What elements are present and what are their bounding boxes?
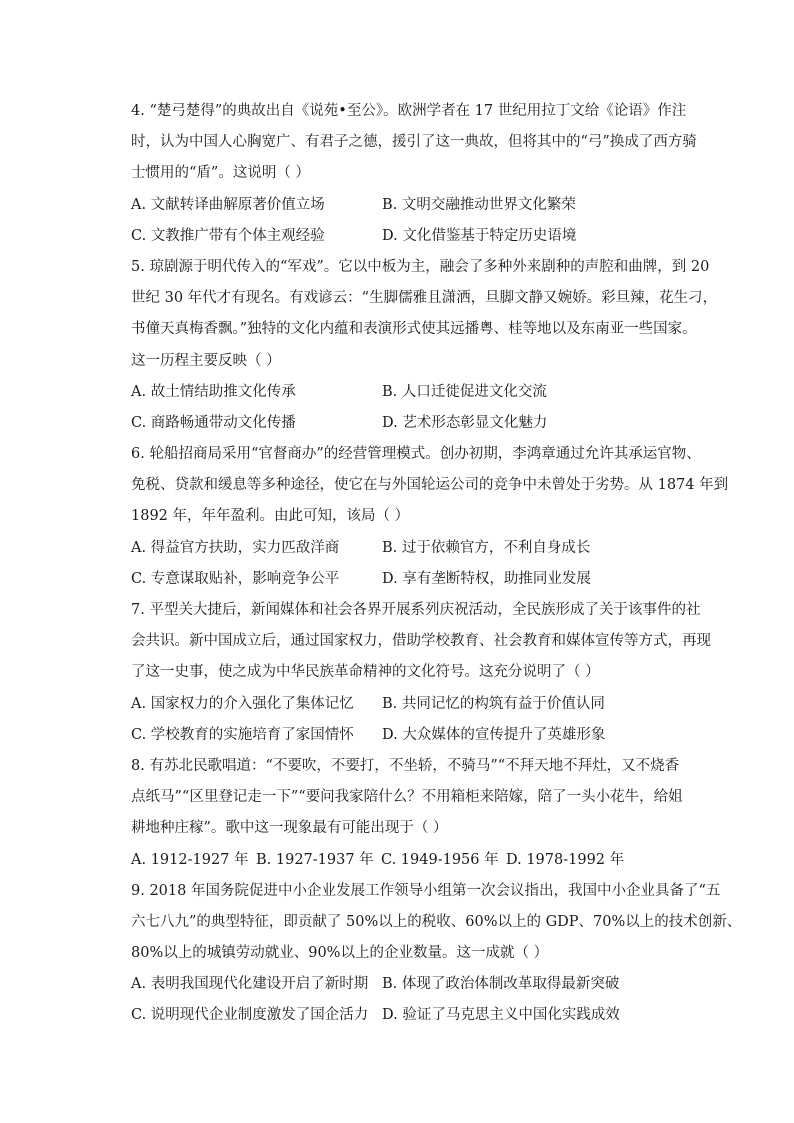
question-stem-line: 4. “楚弓楚得”的典故出自《说苑•至公》。欧洲学者在 17 世纪用拉丁文给《论语》作注 bbox=[131, 103, 687, 119]
option-c[interactable]: C. 商路畅通带动文化传播 bbox=[131, 414, 296, 431]
option-a[interactable]: A. 得益官方扶助，实力匹敌洋商 bbox=[131, 539, 340, 556]
question-stem-line: 六七八九”的典型特征，即贡献了 50%以上的税收、60%以上的 GDP、70%以上的技术创新、 bbox=[131, 913, 742, 930]
option-c[interactable]: C. 说明现代企业制度激发了国企活力 bbox=[131, 1007, 369, 1024]
question-stem-line: 耕地种庄稼”。歌中这一现象最有可能出现于（ ） bbox=[131, 820, 448, 837]
option-d[interactable]: D. 1978-1992 年 bbox=[506, 851, 625, 868]
question-stem-line: 会共识。新中国成立后，通过国家权力，借助学校教育、社会教育和媒体宣传等方式，再现 bbox=[131, 633, 711, 650]
question-list bbox=[131, 96, 742, 1032]
options-row bbox=[131, 1000, 671, 1031]
option-b[interactable]: B. 过于依赖官方，不利自身成长 bbox=[382, 539, 591, 556]
question-6 bbox=[131, 439, 729, 595]
option-a[interactable]: A. 表明我国现代化建设开启了新时期 bbox=[131, 976, 369, 993]
options-row bbox=[131, 377, 671, 408]
option-b[interactable]: B. 共同记忆的构筑有益于价值认同 bbox=[382, 695, 605, 712]
options-row bbox=[131, 689, 671, 720]
question-4 bbox=[131, 96, 697, 252]
question-stem-line: 1892 年，年年盈利。由此可知，该局（ ） bbox=[131, 508, 410, 525]
option-d[interactable]: D. 文化借鉴基于特定历史语境 bbox=[382, 227, 577, 244]
options-row bbox=[131, 845, 671, 876]
question-7 bbox=[131, 595, 711, 751]
option-a[interactable]: A. 1912-1927 年 bbox=[131, 851, 249, 868]
option-b[interactable]: B. 人口迁徙促进文化交流 bbox=[382, 383, 547, 400]
option-a[interactable]: A. 故土情结助推文化传承 bbox=[131, 383, 296, 400]
option-b[interactable]: B. 文明交融推动世界文化繁荣 bbox=[382, 196, 576, 213]
question-stem-line: 世纪 30 年代才有现名。有戏谚云：“生脚儒雅且潇洒，旦脚文静又婉娇。彩旦辣，花生刁， bbox=[131, 290, 718, 307]
question-stem-line: 这一历程主要反映（ ） bbox=[131, 352, 281, 369]
question-stem-line: 80%以上的城镇劳动就业、90%以上的企业数量。这一成就（ ） bbox=[131, 945, 549, 962]
option-c[interactable]: C. 专意谋取贴补，影响竞争公平 bbox=[131, 570, 340, 587]
options-row bbox=[131, 190, 671, 221]
question-stem-line: 点纸马”“区里登记走一下”“要问我家陪什么？不用箱柜来陪嫁，陪了一头小花牛，给姐 bbox=[131, 789, 683, 806]
option-b[interactable]: B. 体现了政治体制改革取得最新突破 bbox=[382, 976, 620, 993]
question-stem-line: 免税、贷款和缓息等多种途径，使它在与外国轮运公司的竞争中未曾处于劣势。从 1874 年到 bbox=[131, 477, 729, 494]
question-5 bbox=[131, 252, 718, 439]
question-8 bbox=[131, 751, 683, 876]
options-row bbox=[131, 720, 671, 751]
options-row bbox=[131, 533, 671, 564]
options-row bbox=[131, 408, 671, 439]
question-stem-line: 士惯用的“盾”。这说明（ ） bbox=[131, 165, 310, 182]
option-d[interactable]: D. 大众媒体的宣传提升了英雄形象 bbox=[382, 726, 606, 743]
question-9 bbox=[131, 876, 742, 1032]
option-d[interactable]: D. 验证了马克思主义中国化实践成效 bbox=[382, 1007, 620, 1024]
option-c[interactable]: C. 学校教育的实施培育了家国情怀 bbox=[131, 726, 354, 743]
option-c[interactable]: C. 1949-1956 年 bbox=[381, 851, 499, 868]
option-a[interactable]: A. 国家权力的介入强化了集体记忆 bbox=[131, 695, 354, 712]
question-stem-line: 了这一史事，使之成为中华民族革命精神的文化符号。这充分说明了（ ） bbox=[131, 664, 600, 681]
option-a[interactable]: A. 文献转译曲解原著价值立场 bbox=[131, 196, 325, 213]
options-row bbox=[131, 969, 671, 1000]
option-b[interactable]: B. 1927-1937 年 bbox=[256, 851, 374, 868]
question-stem-line: 9. 2018 年国务院促进中小企业发展工作领导小组第一次会议指出，我国中小企业具备了“五 bbox=[131, 882, 721, 899]
option-d[interactable]: D. 艺术形态彰显文化魅力 bbox=[382, 414, 548, 431]
question-stem-line: 8. 有苏北民歌唱道：“不要吹，不要打，不坐轿，不骑马”“不拜天地不拜灶，又不烧香 bbox=[131, 757, 680, 774]
question-stem-line: 时，认为中国人心胸宽广、有君子之德，援引了这一典故，但将其中的“弓”换成了西方骑 bbox=[131, 134, 697, 151]
question-stem-line: 书僮天真梅香飘。”独特的文化内蕴和表演形式使其远播粤、桂等地以及东南亚一些国家。 bbox=[131, 321, 697, 338]
question-stem-line: 5. 琼剧源于明代传入的“军戏”。它以中板为主，融会了多种外来剧种的声腔和曲牌，到 20 bbox=[131, 258, 710, 275]
question-stem-line: 6. 轮船招商局采用“官督商办”的经营管理模式。创办初期，李鸿章通过允许其承运官物、 bbox=[131, 446, 701, 463]
options-row bbox=[131, 221, 671, 252]
option-d[interactable]: D. 享有垄断特权，助推同业发展 bbox=[382, 570, 591, 587]
question-stem-line: 7. 平型关大捷后，新闻媒体和社会各界开展系列庆祝活动，全民族形成了关于该事件的社 bbox=[131, 602, 701, 618]
options-row bbox=[131, 564, 671, 595]
option-c[interactable]: C. 文教推广带有个体主观经验 bbox=[131, 227, 325, 244]
